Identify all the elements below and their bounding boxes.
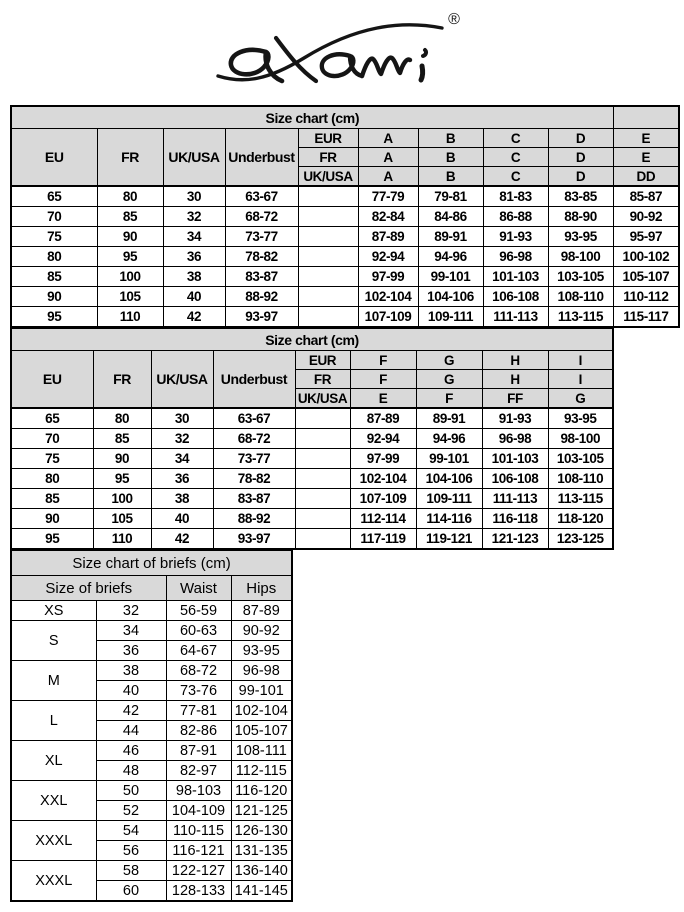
cup-header: E — [613, 148, 679, 167]
table-cell: 106-108 — [483, 287, 548, 307]
table-cell: 105 — [97, 287, 163, 307]
table-cell: 93-97 — [213, 529, 295, 550]
table-cell: 108-110 — [548, 287, 613, 307]
table-row — [11, 781, 292, 801]
cup-header: E — [613, 129, 679, 148]
cup-header: H — [482, 351, 548, 370]
table-cell: 87-91 — [166, 741, 231, 761]
table-cell: 80 — [97, 186, 163, 207]
table-cell: 81-83 — [483, 186, 548, 207]
table-row — [11, 661, 292, 681]
table-title: Size chart (cm) — [11, 106, 613, 129]
table-cell: 65 — [11, 186, 97, 207]
table-cell: 101-103 — [482, 449, 548, 469]
table-cell: 32 — [163, 207, 225, 227]
table-title-row — [11, 328, 613, 351]
size-label-cell: XS — [11, 601, 96, 621]
size-label-cell: XXL — [11, 781, 96, 821]
column-header-eu: EU — [11, 351, 93, 409]
cup-header: G — [416, 370, 482, 389]
column-header-eu: EU — [11, 129, 97, 187]
size-label-cell: L — [11, 701, 96, 741]
table-cell: 90 — [97, 227, 163, 247]
cup-header: A — [358, 167, 418, 187]
table-cell: 77-79 — [358, 186, 418, 207]
table-cell: 42 — [163, 307, 225, 328]
table-cell: 112-114 — [350, 509, 416, 529]
cup-header: G — [548, 389, 613, 409]
region-label: UK/USA — [295, 389, 350, 409]
table-cell: 106-108 — [482, 469, 548, 489]
table-cell: 48 — [96, 761, 166, 781]
table-cell: 122-127 — [166, 861, 231, 881]
table-cell: 111-113 — [482, 489, 548, 509]
table-cell: 118-120 — [548, 509, 613, 529]
table-cell: 94-96 — [418, 247, 483, 267]
header-spacer-cell — [613, 106, 679, 129]
cup-header: C — [483, 148, 548, 167]
region-label: EUR — [295, 351, 350, 370]
table-cell: 98-100 — [548, 429, 613, 449]
table-cell: 100 — [97, 267, 163, 287]
table-cell: 63-67 — [213, 408, 295, 429]
table-cell: 84-86 — [418, 207, 483, 227]
table-row — [11, 408, 613, 429]
table-cell: 99-101 — [231, 681, 292, 701]
table-cell: 113-115 — [548, 489, 613, 509]
table-cell: 36 — [151, 469, 213, 489]
table-cell: 87-89 — [231, 601, 292, 621]
table-cell: 107-109 — [350, 489, 416, 509]
logo-row — [0, 8, 684, 105]
bra-size-chart-f-i — [10, 327, 614, 550]
table-cell: 85 — [11, 489, 93, 509]
table-cell: 36 — [163, 247, 225, 267]
table-cell: 95-97 — [613, 227, 679, 247]
table-cell: 90 — [11, 287, 97, 307]
table-cell: 98-100 — [548, 247, 613, 267]
table-row — [11, 207, 679, 227]
table-cell: 54 — [96, 821, 166, 841]
table-cell: 109-111 — [418, 307, 483, 328]
table-cell: 97-99 — [350, 449, 416, 469]
size-chart-sheet — [0, 8, 684, 912]
table-cell: 92-94 — [358, 247, 418, 267]
table-cell: 50 — [96, 781, 166, 801]
table-cell — [295, 489, 350, 509]
table-cell — [295, 449, 350, 469]
size-label-cell: XXXL — [11, 861, 96, 902]
table-cell: 95 — [97, 247, 163, 267]
cup-header: G — [416, 351, 482, 370]
table-cell: 93-95 — [231, 641, 292, 661]
table-title: Size chart of briefs (cm) — [11, 550, 292, 576]
cup-header: F — [350, 351, 416, 370]
cup-header: B — [418, 148, 483, 167]
registered-mark: ® — [448, 11, 460, 28]
bra-size-chart-a-e — [10, 105, 680, 328]
table-cell: 73-77 — [213, 449, 295, 469]
table-cell: 30 — [151, 408, 213, 429]
cup-header: C — [483, 129, 548, 148]
table-cell: 91-93 — [482, 408, 548, 429]
table-cell: 104-106 — [418, 287, 483, 307]
table-cell: 38 — [96, 661, 166, 681]
table-cell: 114-116 — [416, 509, 482, 529]
table-row — [11, 429, 613, 449]
cup-header: DD — [613, 167, 679, 187]
table-cell: 102-104 — [231, 701, 292, 721]
table-cell: 56-59 — [166, 601, 231, 621]
table-cell: 73-76 — [166, 681, 231, 701]
table-cell: 90-92 — [231, 621, 292, 641]
table-cell: 108-111 — [231, 741, 292, 761]
table-cell: 78-82 — [213, 469, 295, 489]
table-cell: 60-63 — [166, 621, 231, 641]
cup-header: F — [350, 370, 416, 389]
table-cell: 112-115 — [231, 761, 292, 781]
table-cell: 126-130 — [231, 821, 292, 841]
table-cell: 38 — [163, 267, 225, 287]
table-cell: 90 — [93, 449, 151, 469]
table-cell: 119-121 — [416, 529, 482, 550]
table-cell: 70 — [11, 429, 93, 449]
column-header-underbust: Underbust — [213, 351, 295, 409]
table-cell — [295, 408, 350, 429]
table-cell: 68-72 — [166, 661, 231, 681]
table-cell: 92-94 — [350, 429, 416, 449]
table-cell: 70 — [11, 207, 97, 227]
table-cell: 80 — [93, 408, 151, 429]
table-cell — [298, 287, 358, 307]
table-cell: 42 — [151, 529, 213, 550]
table-cell: 113-115 — [548, 307, 613, 328]
table-cell: 91-93 — [483, 227, 548, 247]
table-row — [11, 267, 679, 287]
table-row — [11, 489, 613, 509]
table-cell: 80 — [11, 469, 93, 489]
table-cell: 121-125 — [231, 801, 292, 821]
header-row — [11, 576, 292, 601]
table-title-row — [11, 550, 292, 576]
cup-header: D — [548, 129, 613, 148]
table-cell: 64-67 — [166, 641, 231, 661]
table-title: Size chart (cm) — [11, 328, 613, 351]
cup-header: B — [418, 167, 483, 187]
table-row — [11, 227, 679, 247]
column-header-ukusa: UK/USA — [151, 351, 213, 409]
table-cell: 111-113 — [483, 307, 548, 328]
briefs-size-chart — [10, 549, 293, 902]
header-row — [11, 351, 613, 370]
table-cell: 94-96 — [416, 429, 482, 449]
table-row — [11, 529, 613, 550]
table-cell: 90-92 — [613, 207, 679, 227]
table-cell: 123-125 — [548, 529, 613, 550]
table-cell: 34 — [151, 449, 213, 469]
column-header-underbust: Underbust — [225, 129, 298, 187]
table-cell: 87-89 — [358, 227, 418, 247]
table-row — [11, 741, 292, 761]
table-cell: 98-103 — [166, 781, 231, 801]
table-cell: 65 — [11, 408, 93, 429]
table-cell: 60 — [96, 881, 166, 902]
table-cell: 105 — [93, 509, 151, 529]
table-row — [11, 287, 679, 307]
cup-header: F — [416, 389, 482, 409]
table-row — [11, 509, 613, 529]
table-cell: 116-118 — [482, 509, 548, 529]
table-cell: 96-98 — [482, 429, 548, 449]
table-cell: 93-95 — [548, 227, 613, 247]
table-cell: 103-105 — [548, 267, 613, 287]
table-cell: 97-99 — [358, 267, 418, 287]
table-cell: 105-107 — [613, 267, 679, 287]
table-cell: 109-111 — [416, 489, 482, 509]
table-cell: 105-107 — [231, 721, 292, 741]
table-cell: 73-77 — [225, 227, 298, 247]
table-cell: 68-72 — [213, 429, 295, 449]
table-cell — [295, 529, 350, 550]
table-cell: 99-101 — [418, 267, 483, 287]
table-cell: 95 — [11, 307, 97, 328]
table-cell: 104-106 — [416, 469, 482, 489]
table-cell — [298, 186, 358, 207]
table-cell: 95 — [11, 529, 93, 550]
table-cell: 141-145 — [231, 881, 292, 902]
column-header-hips: Hips — [231, 576, 292, 601]
table-cell: 56 — [96, 841, 166, 861]
table-cell: 117-119 — [350, 529, 416, 550]
column-header-waist: Waist — [166, 576, 231, 601]
table-row — [11, 449, 613, 469]
table-cell: 136-140 — [231, 861, 292, 881]
table-cell: 104-109 — [166, 801, 231, 821]
size-label-cell: XXXL — [11, 821, 96, 861]
axami-logo — [216, 8, 468, 90]
cup-header: D — [548, 167, 613, 187]
table-cell: 75 — [11, 227, 97, 247]
table-cell: 83-85 — [548, 186, 613, 207]
table-cell: 30 — [163, 186, 225, 207]
table-cell: 80 — [11, 247, 97, 267]
table-cell: 77-81 — [166, 701, 231, 721]
table-cell: 89-91 — [418, 227, 483, 247]
header-row — [11, 129, 679, 148]
cup-header: FF — [482, 389, 548, 409]
table-cell: 102-104 — [358, 287, 418, 307]
table-cell: 82-84 — [358, 207, 418, 227]
table-cell — [298, 227, 358, 247]
table-row — [11, 821, 292, 841]
table-title-row — [11, 106, 679, 129]
column-header-fr: FR — [97, 129, 163, 187]
table-cell: 85 — [93, 429, 151, 449]
table-cell: 96-98 — [483, 247, 548, 267]
region-label: UK/USA — [298, 167, 358, 187]
table-cell: 110-115 — [166, 821, 231, 841]
table-cell: 100 — [93, 489, 151, 509]
table-cell: 116-121 — [166, 841, 231, 861]
table-cell: 58 — [96, 861, 166, 881]
cup-header: H — [482, 370, 548, 389]
table-cell: 96-98 — [231, 661, 292, 681]
table-cell: 93-95 — [548, 408, 613, 429]
table-cell: 32 — [151, 429, 213, 449]
table-row — [11, 307, 679, 328]
size-label-cell: S — [11, 621, 96, 661]
region-label: FR — [298, 148, 358, 167]
column-header-ukusa: UK/USA — [163, 129, 225, 187]
table-cell: 83-87 — [213, 489, 295, 509]
size-label-cell: XL — [11, 741, 96, 781]
table-cell — [298, 307, 358, 328]
table-cell: 100-102 — [613, 247, 679, 267]
table-row — [11, 247, 679, 267]
table-cell — [298, 267, 358, 287]
cup-header: A — [358, 129, 418, 148]
table-cell: 85-87 — [613, 186, 679, 207]
table-cell: 42 — [96, 701, 166, 721]
table-cell: 88-90 — [548, 207, 613, 227]
table-row — [11, 861, 292, 881]
table-cell: 110 — [93, 529, 151, 550]
table-cell: 90 — [11, 509, 93, 529]
table-cell: 79-81 — [418, 186, 483, 207]
column-header-fr: FR — [93, 351, 151, 409]
cup-header: I — [548, 370, 613, 389]
region-label: FR — [295, 370, 350, 389]
table-cell: 40 — [151, 509, 213, 529]
table-cell: 88-92 — [213, 509, 295, 529]
table-cell: 40 — [163, 287, 225, 307]
table-row — [11, 701, 292, 721]
table-cell: 82-97 — [166, 761, 231, 781]
table-cell: 108-110 — [548, 469, 613, 489]
table-cell: 103-105 — [548, 449, 613, 469]
table-cell: 93-97 — [225, 307, 298, 328]
table-cell: 102-104 — [350, 469, 416, 489]
table-cell: 36 — [96, 641, 166, 661]
table-cell: 83-87 — [225, 267, 298, 287]
column-header-size-of-briefs: Size of briefs — [11, 576, 166, 601]
size-label-cell: M — [11, 661, 96, 701]
table-cell: 34 — [163, 227, 225, 247]
table-cell: 121-123 — [482, 529, 548, 550]
table-cell: 107-109 — [358, 307, 418, 328]
table-cell — [298, 207, 358, 227]
table-cell: 85 — [11, 267, 97, 287]
table-cell: 38 — [151, 489, 213, 509]
table-cell: 40 — [96, 681, 166, 701]
table-cell: 63-67 — [225, 186, 298, 207]
cup-header: E — [350, 389, 416, 409]
cup-header: I — [548, 351, 613, 370]
table-cell: 110-112 — [613, 287, 679, 307]
table-cell: 82-86 — [166, 721, 231, 741]
table-row — [11, 469, 613, 489]
table-cell: 115-117 — [613, 307, 679, 328]
table-cell: 116-120 — [231, 781, 292, 801]
table-cell — [295, 469, 350, 489]
table-cell: 85 — [97, 207, 163, 227]
table-cell: 101-103 — [483, 267, 548, 287]
table-row — [11, 601, 292, 621]
table-cell: 87-89 — [350, 408, 416, 429]
table-cell: 75 — [11, 449, 93, 469]
table-cell: 86-88 — [483, 207, 548, 227]
table-cell — [295, 509, 350, 529]
table-row — [11, 186, 679, 207]
table-cell: 89-91 — [416, 408, 482, 429]
table-cell: 34 — [96, 621, 166, 641]
table-cell: 78-82 — [225, 247, 298, 267]
region-label: EUR — [298, 129, 358, 148]
table-cell: 131-135 — [231, 841, 292, 861]
cup-header: D — [548, 148, 613, 167]
table-cell: 32 — [96, 601, 166, 621]
cup-header: B — [418, 129, 483, 148]
table-cell: 95 — [93, 469, 151, 489]
table-cell — [295, 429, 350, 449]
table-cell: 99-101 — [416, 449, 482, 469]
table-cell: 46 — [96, 741, 166, 761]
table-cell: 44 — [96, 721, 166, 741]
table-cell: 128-133 — [166, 881, 231, 902]
table-cell: 52 — [96, 801, 166, 821]
cup-header: C — [483, 167, 548, 187]
table-cell: 88-92 — [225, 287, 298, 307]
cup-header: A — [358, 148, 418, 167]
table-cell — [298, 247, 358, 267]
table-row — [11, 621, 292, 641]
table-cell: 68-72 — [225, 207, 298, 227]
table-cell: 110 — [97, 307, 163, 328]
